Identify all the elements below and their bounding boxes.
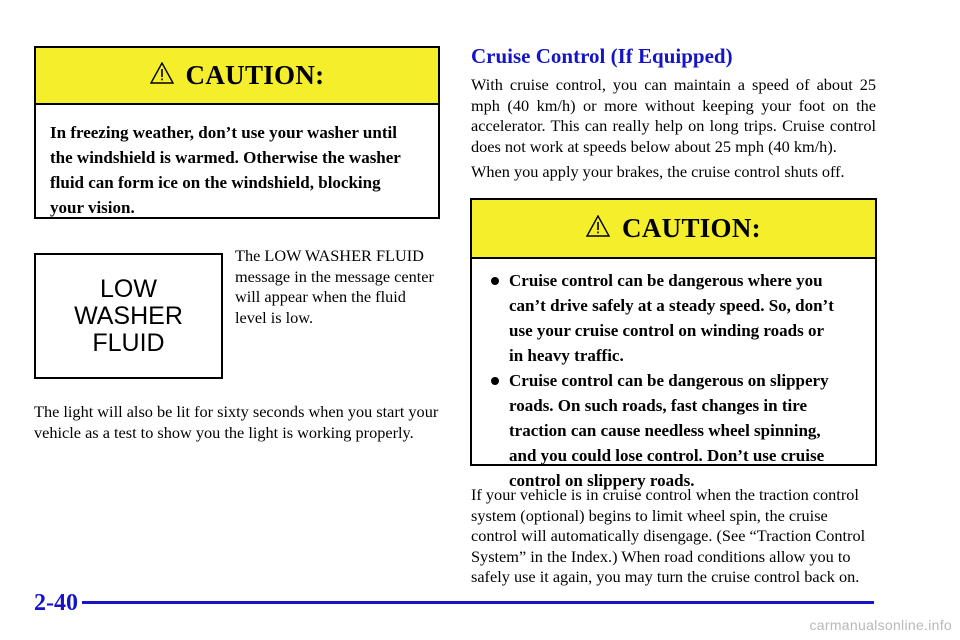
caution-bullet	[472, 268, 835, 368]
caution-title: CAUTION:	[185, 60, 325, 90]
caution-bullet-list	[472, 259, 875, 493]
bullet-dot	[491, 377, 499, 385]
warning-triangle-icon	[586, 215, 610, 237]
footer-rule	[82, 601, 874, 604]
warning-triangle-icon	[150, 62, 174, 84]
caution-title: CAUTION:	[622, 213, 761, 243]
caution-box-washer	[34, 46, 440, 219]
display-message: LOW WASHER FLUID	[74, 274, 183, 357]
caution-bullet	[472, 368, 835, 493]
low-washer-fluid-display	[34, 253, 223, 379]
bullet-text: Cruise control can be dangerous on slippery roads. On such roads, fast changes in tire traction can cause needless wheel spinning, and you could lose control. Don’t use cruise control on slippery roads.	[509, 371, 829, 490]
watermark: carmanualsonline.info	[809, 617, 952, 633]
light-paragraph: The light will also be lit for sixty seconds when you start your vehicle as a test to show you the light is working properly.	[34, 402, 439, 442]
caution-text: In freezing weather, don’t use your washer until the windshield is warmed. Otherwise the washer fluid can form ice on the windshield, blocking your vision.	[50, 123, 401, 217]
bullet-dot	[491, 277, 499, 285]
brakes-paragraph: When you apply your brakes, the cruise control shuts off.	[471, 162, 845, 181]
page-number: 2-40	[34, 590, 78, 616]
section-heading: Cruise Control (If Equipped)	[471, 44, 733, 68]
intro-paragraph: With cruise control, you can maintain a speed of about 25 mph (40 km/h) or more without keeping your foot on the accelerator. This can really help on long trips. Cruise control does not work at speeds below about 25 mph (40 km/h).	[471, 75, 876, 156]
caution-box-cruise	[470, 198, 877, 490]
caution-header	[36, 48, 438, 105]
traction-paragraph: If your vehicle is in cruise control when the traction control system (optional) begins to limit wheel spin, the cruise control will automatically disengage. (See “Traction Control System” in the Index.) When road conditions allow you to safely use it again, you may turn the cruise control back on.	[471, 485, 866, 586]
message-paragraph: The LOW WASHER FLUID message in the message center will appear when the fluid level is low.	[235, 246, 434, 327]
bullet-text: Cruise control can be dangerous where you can’t drive safely at a steady speed. So, don’t use your cruise control on winding roads or in heavy traffic.	[509, 271, 834, 365]
caution-header	[472, 200, 875, 259]
